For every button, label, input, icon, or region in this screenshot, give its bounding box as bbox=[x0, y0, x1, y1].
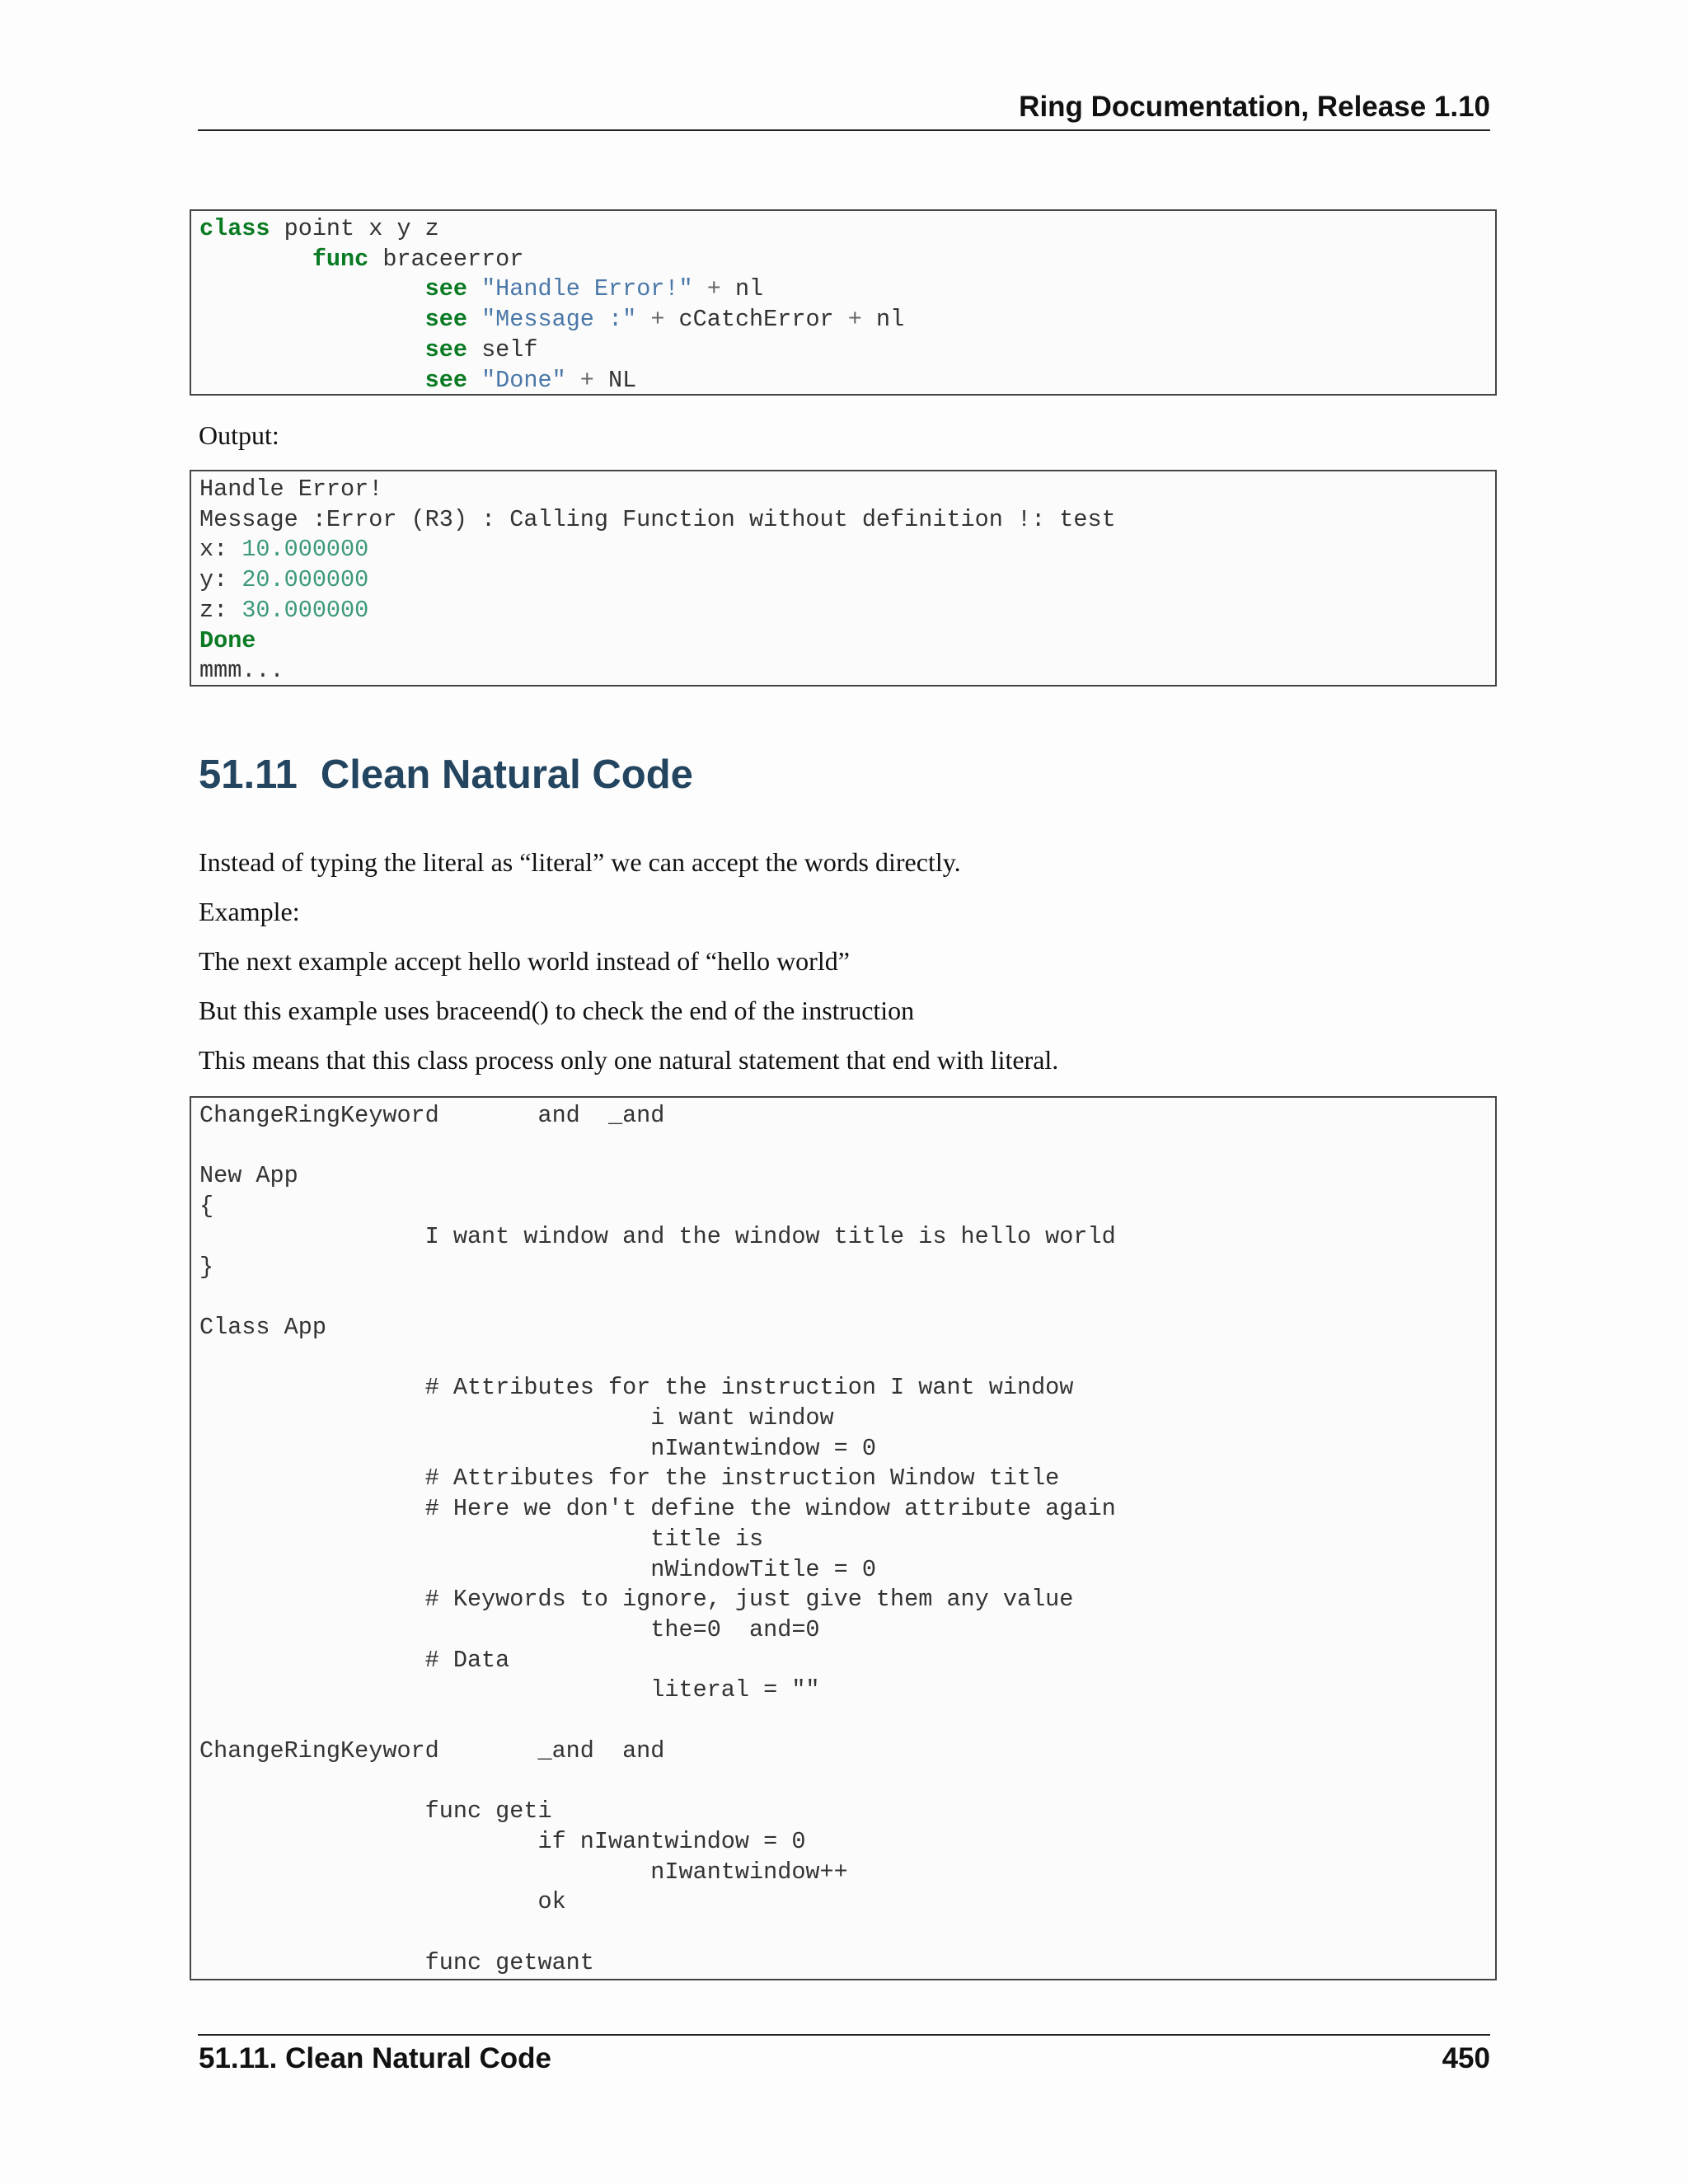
keyword: see bbox=[424, 306, 467, 334]
keyword: func bbox=[312, 245, 369, 273]
output-line: Message :Error (R3) : Calling Function without definition !: test bbox=[199, 505, 1116, 533]
code-line: # Attributes for the instruction Window title bbox=[199, 1465, 1060, 1493]
code-line: nWindowTitle = 0 bbox=[199, 1555, 876, 1583]
code-token: braceerror bbox=[368, 245, 524, 273]
string-literal: "Done" bbox=[481, 366, 566, 394]
code-line: # Data bbox=[199, 1646, 510, 1674]
operator: + bbox=[636, 306, 679, 334]
output-label-z: z: bbox=[199, 596, 242, 624]
operator: + bbox=[833, 306, 876, 334]
output-done: Done bbox=[199, 626, 256, 654]
code-line: nIwantwindow++ bbox=[199, 1858, 848, 1886]
output-line: Handle Error! bbox=[199, 476, 383, 503]
output-number: 30.000000 bbox=[241, 596, 369, 624]
string-literal: "Handle Error!" bbox=[481, 275, 693, 303]
code-line: # Keywords to ignore, just give them any value bbox=[199, 1586, 1074, 1614]
paragraph: Instead of typing the literal as “literal” we can accept the words directly. bbox=[199, 847, 961, 877]
code-line: ok bbox=[199, 1888, 566, 1916]
output-label-y: y: bbox=[199, 566, 242, 594]
running-header-title: Ring Documentation, Release 1.10 bbox=[1019, 91, 1490, 123]
output-text bbox=[191, 471, 1495, 687]
code-token: cCatchError bbox=[678, 306, 834, 334]
string-literal: "Message :" bbox=[481, 306, 637, 334]
code-token: nl bbox=[734, 275, 764, 303]
code-line: New App bbox=[199, 1162, 298, 1190]
code-line: { bbox=[199, 1193, 214, 1221]
keyword: class bbox=[199, 215, 270, 242]
code-line: I want window and the window title is hello world bbox=[199, 1222, 1116, 1250]
output-number: 20.000000 bbox=[241, 566, 369, 594]
header-rule bbox=[198, 129, 1490, 131]
page-number: 450 bbox=[1442, 2042, 1490, 2074]
operator: + bbox=[692, 275, 735, 303]
code-line: title is bbox=[199, 1525, 764, 1553]
code-token: point x y z bbox=[270, 215, 439, 242]
code-line: func getwant bbox=[199, 1948, 594, 1976]
output-number: 10.000000 bbox=[241, 536, 369, 564]
code-token: nl bbox=[875, 306, 905, 334]
output-label: Output: bbox=[199, 420, 279, 450]
code-line: i want window bbox=[199, 1404, 834, 1432]
output-label-x: x: bbox=[199, 536, 242, 564]
code-line: Class App bbox=[199, 1313, 326, 1341]
code-block-class-point bbox=[190, 209, 1497, 396]
code-line: func geti bbox=[199, 1797, 552, 1825]
code-line: # Here we don't define the window attribute again bbox=[199, 1495, 1116, 1523]
section-heading bbox=[199, 752, 693, 798]
code-line: } bbox=[199, 1253, 214, 1281]
code-line: literal = "" bbox=[199, 1676, 820, 1704]
paragraph: Example: bbox=[199, 897, 300, 926]
paragraph: The next example accept hello world instead of “hello world” bbox=[199, 946, 850, 976]
code-line: # Attributes for the instruction I want window bbox=[199, 1374, 1074, 1402]
keyword: see bbox=[424, 335, 467, 363]
paragraph: But this example uses braceend() to check the end of the instruction bbox=[199, 996, 915, 1025]
code-text bbox=[191, 1098, 1495, 1978]
code-token: self bbox=[467, 335, 538, 363]
code-text bbox=[191, 211, 1495, 396]
section-title-text: Clean Natural Code bbox=[320, 752, 693, 797]
code-line: if nIwantwindow = 0 bbox=[199, 1827, 806, 1855]
footer-rule bbox=[198, 2034, 1490, 2036]
code-line: the=0 and=0 bbox=[199, 1615, 820, 1643]
code-block-clean-natural bbox=[190, 1096, 1497, 1980]
operator: + bbox=[565, 366, 609, 394]
output-line: mmm... bbox=[199, 657, 284, 685]
paragraph: This means that this class process only one natural statement that end with literal. bbox=[199, 1045, 1059, 1075]
keyword: see bbox=[424, 366, 467, 394]
keyword: see bbox=[424, 275, 467, 303]
code-line: ChangeRingKeyword _and and bbox=[199, 1736, 665, 1765]
code-line: nIwantwindow = 0 bbox=[199, 1434, 876, 1462]
code-line: ChangeRingKeyword and _and bbox=[199, 1102, 665, 1129]
code-token: NL bbox=[608, 366, 637, 394]
section-number: 51.11 bbox=[199, 752, 298, 797]
footer-section: 51.11. Clean Natural Code bbox=[199, 2042, 551, 2074]
code-block-output bbox=[190, 470, 1497, 687]
